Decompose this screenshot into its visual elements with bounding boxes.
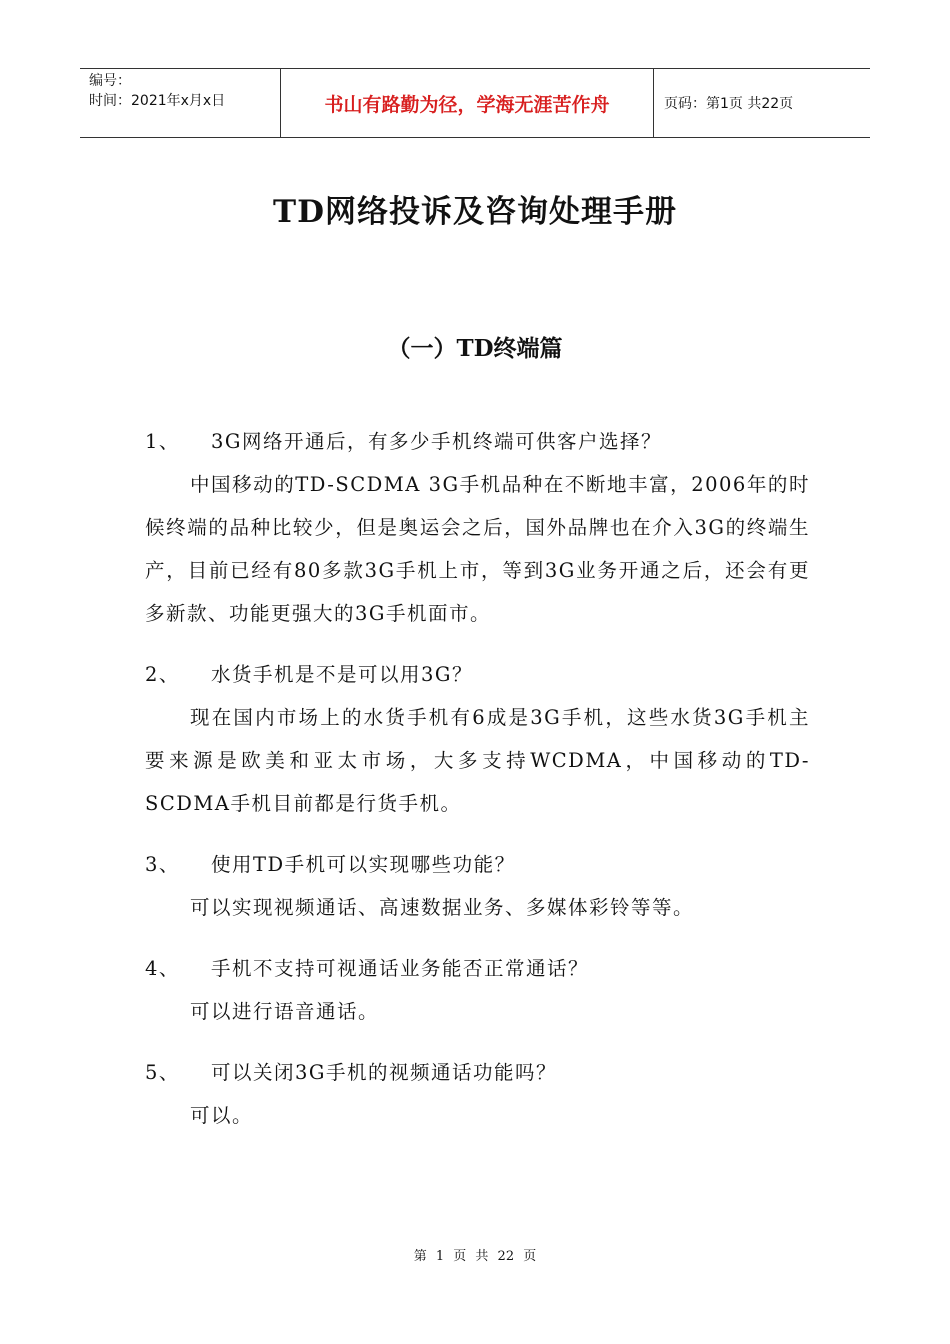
question-text: 3G网络开通后，有多少手机终端可供客户选择？	[211, 430, 662, 453]
question-line	[145, 947, 810, 990]
section-title: （一）TD终端篇	[387, 335, 563, 362]
question-line	[145, 653, 810, 696]
qa-item	[145, 1051, 810, 1137]
answer-text: 中国移动的TD-SCDMA 3G手机品种在不断地丰富，2006年的时候终端的品种比较少，但是奥运会之后，国外品牌也在介入3G的终端生产，目前已经有80多款3G手机上市，等到3G业务开通之后，还会有更多新款、功能更强大的3G手机面市。	[145, 473, 810, 625]
question-line	[145, 420, 810, 463]
qa-item	[145, 653, 810, 825]
document-title: TD网络投诉及咨询处理手册	[273, 194, 677, 230]
question-line	[145, 1051, 810, 1094]
question-number: 3、	[145, 853, 180, 876]
header-motto-cell	[281, 69, 654, 137]
page-footer: 第 1 页 共 22 页	[413, 1249, 537, 1264]
question-text: 水货手机是不是可以用3G？	[211, 663, 473, 686]
answer-text: 现在国内市场上的水货手机有6成是3G手机，这些水货3G手机主要来源是欧美和亚太市场，大多支持WCDMA，中国移动的TD-SCDMA手机目前都是行货手机。	[145, 706, 810, 815]
question-text: 可以关闭3G手机的视频通话功能吗？	[211, 1061, 557, 1084]
header-table	[80, 68, 870, 138]
qa-item	[145, 420, 810, 635]
question-number: 2、	[145, 663, 180, 686]
qa-item	[145, 947, 810, 1033]
question-line	[145, 843, 810, 886]
qa-item	[145, 843, 810, 929]
qa-content	[145, 420, 810, 1155]
motto-text: 书山有路勤为径，学海无涯苦作舟	[324, 93, 610, 116]
question-number: 1、	[145, 430, 180, 453]
answer-text: 可以。	[190, 1104, 254, 1127]
question-number: 4、	[145, 957, 180, 980]
question-text: 使用TD手机可以实现哪些功能？	[211, 853, 516, 876]
answer-text: 可以实现视频通话、高速数据业务、多媒体彩铃等等。	[190, 896, 695, 919]
number-label: 编号：	[89, 73, 131, 89]
header-left-cell	[80, 69, 281, 137]
question-text: 手机不支持可视通话业务能否正常通话？	[211, 957, 590, 980]
header-page-cell	[654, 69, 870, 137]
question-number: 5、	[145, 1061, 180, 1084]
time-label: 时间：2021年x月x日	[89, 93, 226, 109]
answer-text: 可以进行语音通话。	[190, 1000, 380, 1023]
page-info: 页码：第1页 共22页	[664, 96, 794, 112]
